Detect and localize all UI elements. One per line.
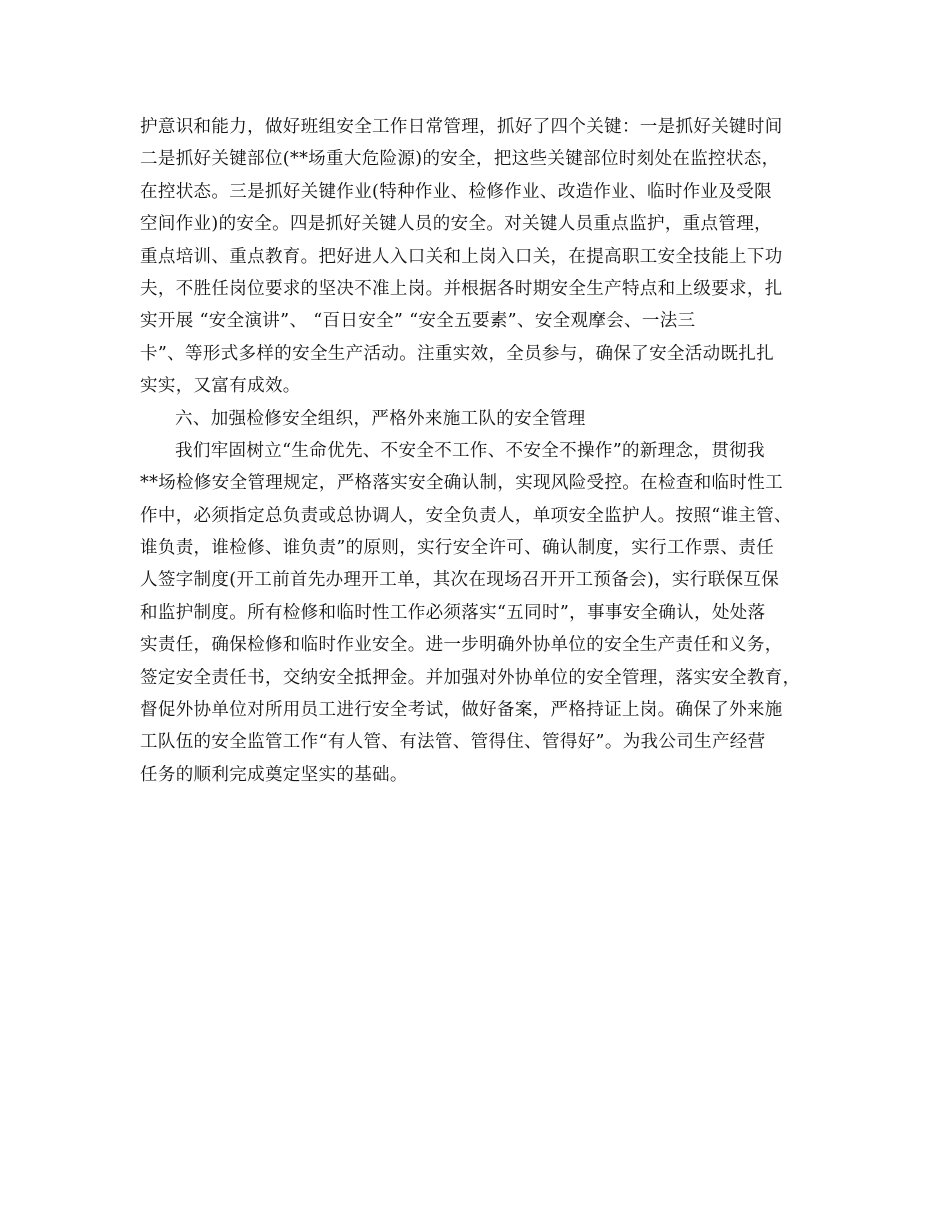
text-line: 任务的顺利完成奠定坚实的基础。 [140,764,408,785]
text-line: 空间作业)的安全。四是抓好关键人员的安全。对关键人员重点监护，重点管理， [140,214,772,235]
text-line: 签定安全责任书，交纳安全抵押金。并加强对外协单位的安全管理，落实安全教育， [140,667,801,688]
text-line: 谁负责，谁检修、谁负责”的原则，实行安全许可、确认制度，实行工作票、责任 [140,538,775,559]
text-line: 夫，不胜任岗位要求的坚决不准上岗。并根据各时期安全生产特点和上级要求，扎 [140,278,783,299]
text-line: **场检修安全管理规定，严格落实安全确认制，实现风险受控。在检查和临时性工 [140,473,783,494]
text-line: 实责任，确保检修和临时作业安全。进一步明确外协单位的安全生产责任和义务， [140,635,783,656]
text-line: 重点培训、重点教育。把好进人入口关和上岗入口关，在提高职工安全技能上下功 [140,246,783,267]
paragraph-start-line: 六、加强检修安全组织，严格外来施工队的安全管理 [175,408,586,429]
text-line: 督促外协单位对所用员工进行安全考试，做好备案，严格持证上岗。确保了外来施 [140,700,783,721]
text-line: 卡”、等形式多样的安全生产活动。注重实效，全员参与，确保了安全活动既扎扎 [140,343,775,364]
text-line: 二是抓好关键部位(**场重大危险源)的安全，把这些关键部位时刻处在监控状态， [140,149,780,170]
text-line: 实实，又富有成效。 [140,376,301,397]
text-line: 在控状态。三是抓好关键作业(特种作业、检修作业、改造作业、临时作业及受限 [140,181,772,202]
text-line: 护意识和能力，做好班组安全工作日常管理，抓好了四个关键：一是抓好关键时间 [140,117,783,137]
text-line: 人签字制度(开工前首先办理开工单，其次在现场召开开工预备会)，实行联保互保 [140,570,780,591]
document-body [140,111,820,791]
text-line: 和监护制度。所有检修和临时性工作必须落实“五同时”，事事安全确认，处处落 [140,602,766,623]
paragraph-start-line: 我们牢固树立“生命优先、不安全不工作、不安全不操作”的新理念，贯彻我 [175,440,765,461]
text-line: 作中，必须指定总负责或总协调人，安全负责人，单项安全监护人。按照“谁主管、 [140,505,792,526]
text-line: 实开展 “安全演讲”、 “百日安全” “安全五要素”、安全观摩会、一法三 [140,311,696,332]
text-line: 工队伍的安全监管工作“有人管、有法管、管得住、管得好”。为我公司生产经营 [140,732,766,753]
